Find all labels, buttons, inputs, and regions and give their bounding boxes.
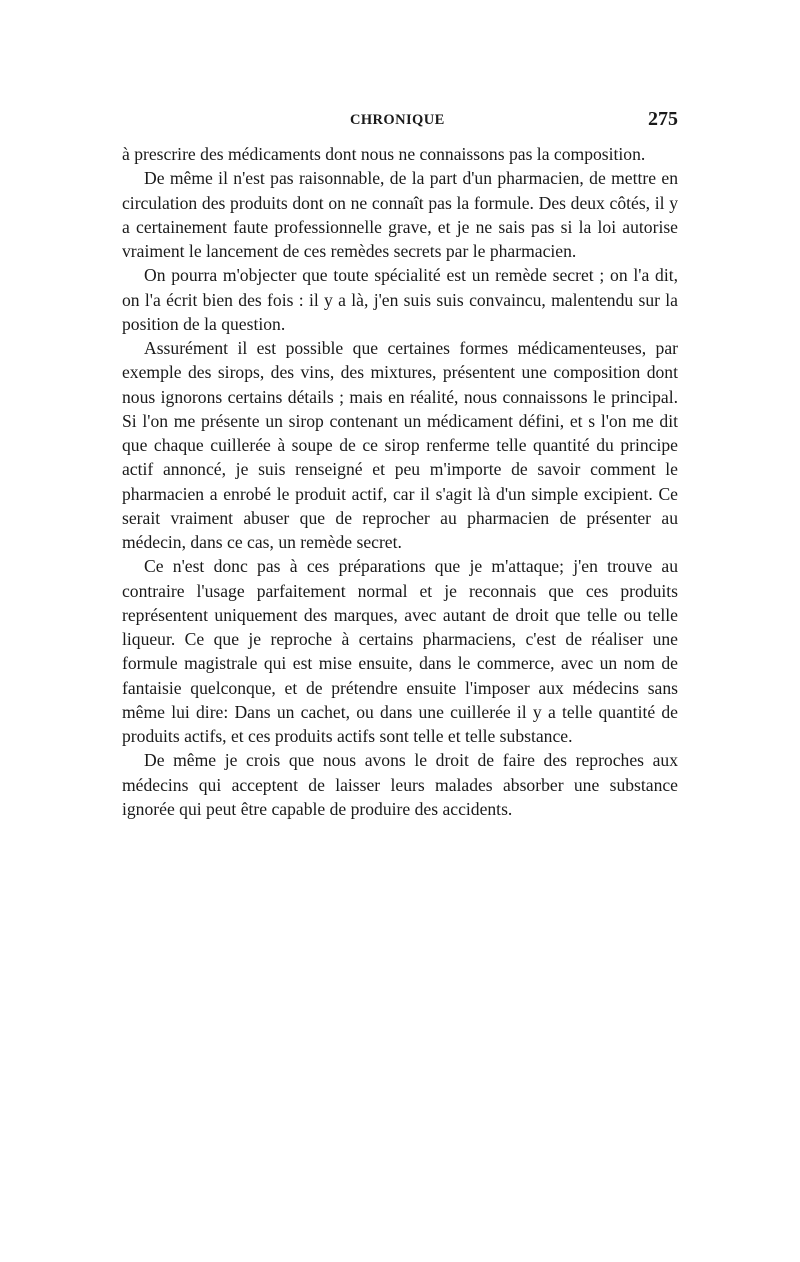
paragraph: Assurément il est possible que certaines formes médicamenteuses, par exemple des sirops, des vins, des mixtures, présentent une composition dont nous ignorons certains détails ; mais en réalité, nous connaissons le principal. Si l'on me présente un sirop contenant un médicament défini, et s l'on me dit que chaque cuillerée à soupe de ce sirop renferme telle quantité du principe actif annoncé, je suis renseigné et peu m'importe de savoir comment le pharmacien a enrobé le produit actif, car il s'agit là d'un simple excipient. Ce serait vraiment abuser que de reprocher au pharmacien de présenter au médecin, dans ce cas, un remède secret. bbox=[122, 338, 678, 552]
paragraph: à prescrire des médicaments dont nous ne connaissons pas la composition. bbox=[122, 144, 646, 164]
paragraph: De même je crois que nous avons le droit de faire des reproches aux médecins qui acceptent de laisser leurs malades absorber une substance ignorée qui peut être capable de produire des accidents. bbox=[122, 750, 678, 819]
paragraph: De même il n'est pas raisonnable, de la part d'un pharmacien, de mettre en circulation des produits dont on ne connaît pas la formule. Des deux côtés, il y a certainement faute professionnelle grave, et je ne sais pas si la loi autorise vraiment le lancement de ces remèdes secrets par le pharmacien. bbox=[122, 168, 678, 261]
body-text bbox=[122, 142, 678, 821]
running-head-title: CHRONIQUE bbox=[350, 112, 445, 128]
running-head bbox=[122, 108, 678, 142]
paragraph: Ce n'est donc pas à ces préparations que je m'attaque; j'en trouve au contraire l'usage parfaitement normal et je reconnais que ces produits représentent uniquement des marques, avec autant de droit que telle ou telle liqueur. Ce que je reproche à certains pharmaciens, c'est de réaliser une formule magistrale qui est mise ensuite, dans le commerce, avec un nom de fantaisie quelconque, et de prétendre ensuite l'imposer aux médecins sans même lui dire: Dans un cachet, ou dans une cuillerée il y a telle quantité de produits actifs, et ces produits actifs sont telle et telle substance. bbox=[122, 556, 678, 746]
book-page bbox=[122, 108, 678, 821]
paragraph: On pourra m'objecter que toute spécialité est un remède secret ; on l'a dit, on l'a écrit bien des fois : il y a là, j'en suis suis convaincu, malentendu sur la position de la question. bbox=[122, 265, 678, 334]
page-number: 275 bbox=[648, 108, 678, 130]
